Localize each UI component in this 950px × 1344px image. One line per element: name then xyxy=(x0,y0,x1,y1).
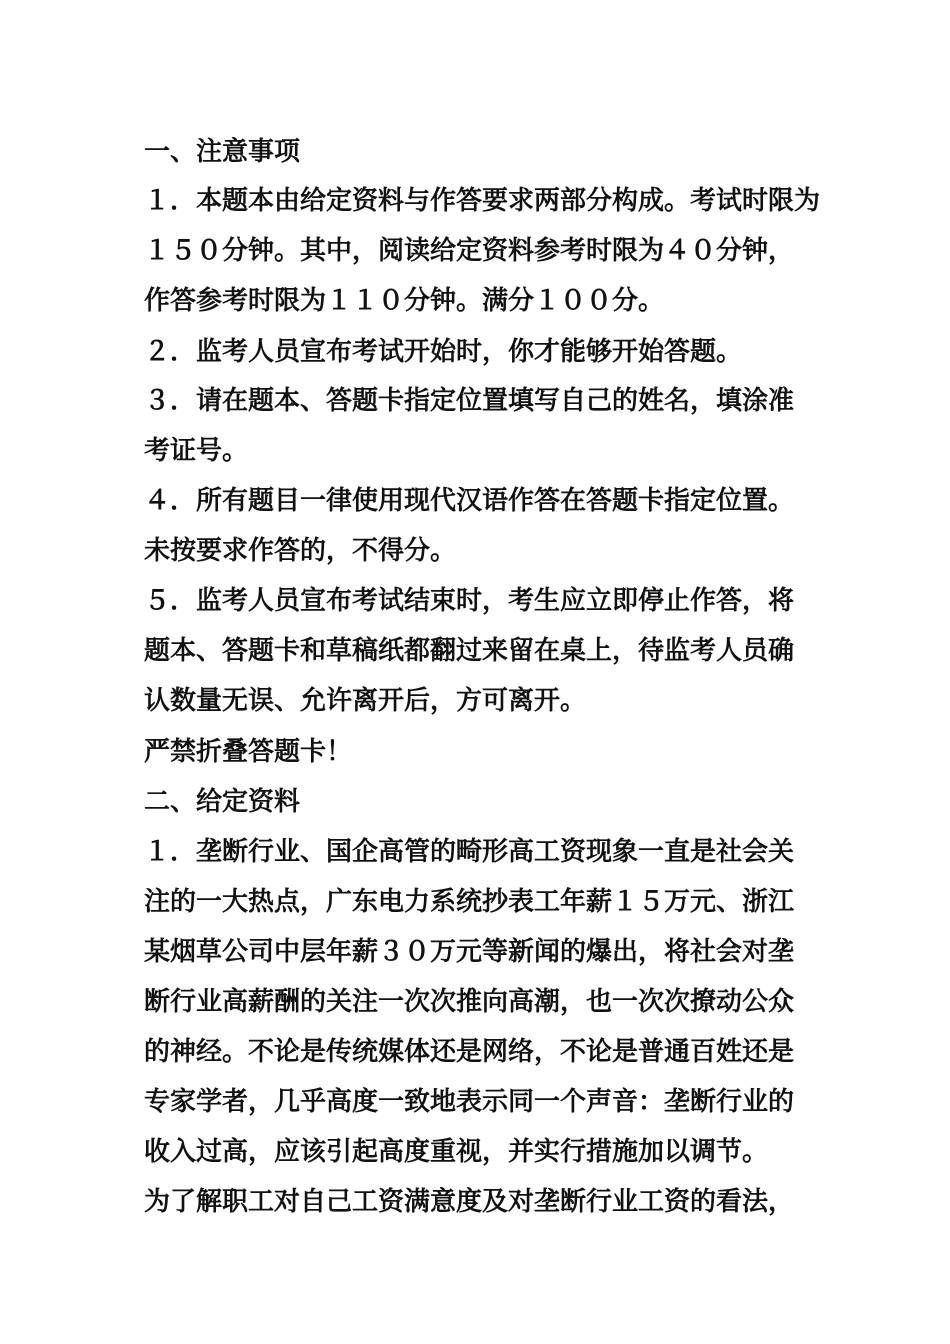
text-line: １５０分钟。其中，阅读给定资料参考时限为４０分钟， xyxy=(144,236,795,266)
text-line: 收入过高，应该引起高度重视，并实行措施加以调节。 xyxy=(144,1137,769,1167)
section-heading-notes: 一、注意事项 xyxy=(144,137,301,167)
text-line: １．垄断行业、国企高管的畸形高工资现象一直是社会关 xyxy=(144,837,795,867)
text-line: 作答参考时限为１１０分钟。满分１００分。 xyxy=(144,286,665,316)
text-line: 认数量无误、允许离开后，方可离开。 xyxy=(144,686,587,716)
text-line: 题本、答题卡和草稿纸都翻过来留在桌上，待监考人员确 xyxy=(144,636,795,666)
text-line: ２．监考人员宣布考试开始时，你才能够开始答题。 xyxy=(144,337,743,367)
text-line: １．本题本由给定资料与作答要求两部分构成。考试时限为 xyxy=(144,186,821,216)
section-heading-materials: 二、给定资料 xyxy=(144,787,301,817)
text-line: 注的一大热点，广东电力系统抄表工年薪１５万元、浙江 xyxy=(144,887,795,917)
text-line: 未按要求作答的，不得分。 xyxy=(144,536,457,566)
text-line: ５．监考人员宣布考试结束时，考生应立即停止作答，将 xyxy=(144,586,795,616)
text-line: 的神经。不论是传统媒体还是网络，不论是普通百姓还是 xyxy=(144,1037,795,1067)
text-line: 考证号。 xyxy=(144,436,249,466)
text-line: 断行业高薪酬的关注一次次推向高潮，也一次次撩动公众 xyxy=(144,987,795,1017)
warning-line: 严禁折叠答题卡！ xyxy=(144,737,353,767)
text-line: 为了解职工对自己工资满意度及对垄断行业工资的看法， xyxy=(144,1187,795,1217)
text-line: 某烟草公司中层年薪３０万元等新闻的爆出，将社会对垄 xyxy=(144,937,795,967)
text-line: ４．所有题目一律使用现代汉语作答在答题卡指定位置。 xyxy=(144,486,795,516)
text-line: 专家学者，几乎高度一致地表示同一个声音：垄断行业的 xyxy=(144,1087,795,1117)
text-line: ３．请在题本、答题卡指定位置填写自己的姓名，填涂准 xyxy=(144,386,795,416)
